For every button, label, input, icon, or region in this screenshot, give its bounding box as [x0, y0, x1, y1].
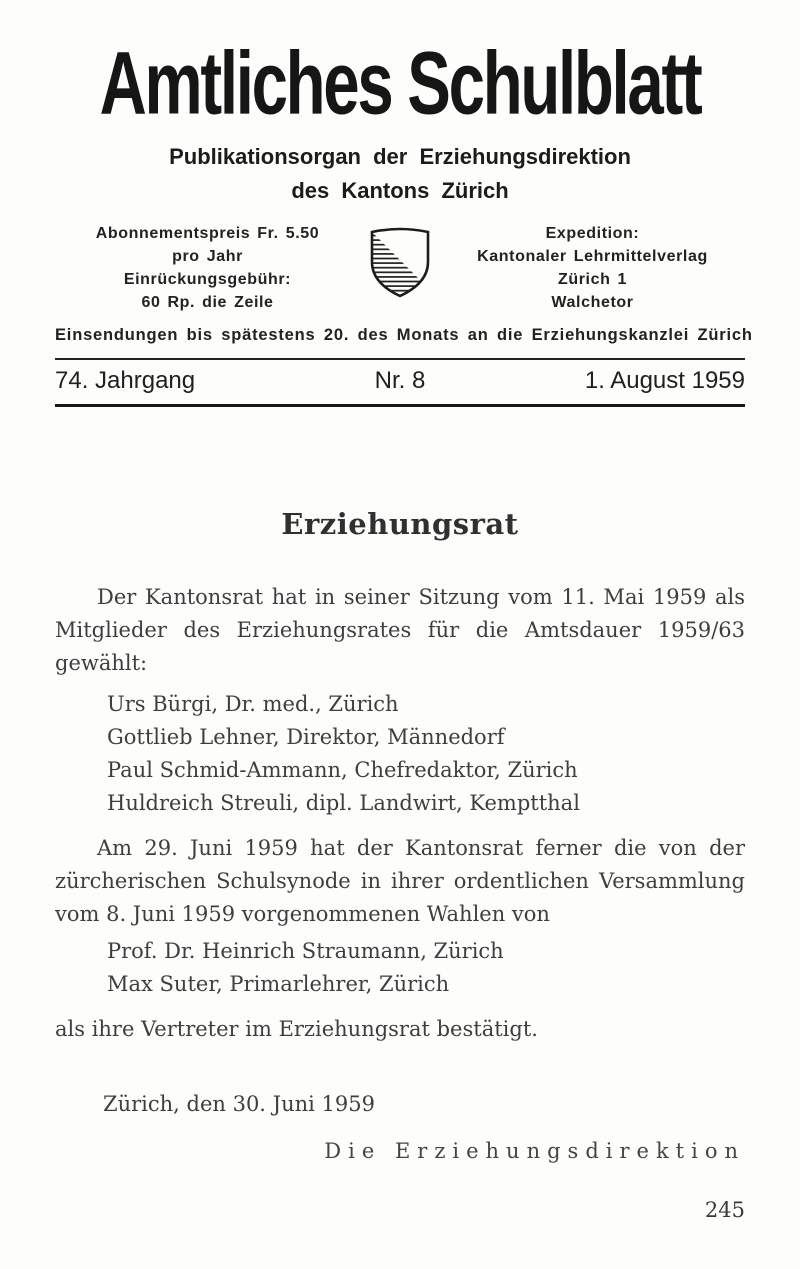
publication-title-text: Amtliches Schulblatt: [99, 33, 701, 134]
list-item: Gottlieb Lehner, Direktor, Männedorf: [107, 725, 505, 749]
expedition-line: Walchetor: [551, 294, 634, 311]
subscription-line: pro Jahr: [172, 248, 243, 265]
list-item: Huldreich Streuli, dipl. Landwirt, Kemptthal: [107, 791, 580, 815]
publication-title: [55, 33, 745, 134]
issue-info-bar: [55, 358, 745, 407]
second-paragraph: Am 29. Juni 1959 hat der Kantonsrat ferner die von der zürcherischen Schulsynode in ihrer ordentlichen Versammlung vom 8. Juni 1959 vorgenommenen Wahlen von: [55, 836, 745, 926]
subtitle-line-1: Publikationsorgan der Erziehungsdirektion: [169, 144, 631, 169]
submission-deadline-note: Einsendungen bis spätestens 20. des Monats an die Erziehungskanzlei Zürich: [55, 326, 753, 344]
article-body: [55, 507, 745, 1227]
subscription-info-block: [55, 222, 360, 314]
list-item: Urs Bürgi, Dr. med., Zürich: [107, 692, 399, 716]
subscription-line: 60 Rp. die Zeile: [141, 294, 274, 311]
expedition-line: Expedition:: [545, 225, 640, 242]
masthead-info-row: [55, 222, 745, 314]
signature: Die Erziehungsdirektion: [324, 1139, 745, 1163]
zurich-shield-icon: [360, 222, 440, 300]
publication-subtitle: [55, 140, 745, 208]
expedition-line: Kantonaler Lehrmittelverlag: [477, 248, 708, 265]
subtitle-line-2: des Kantons Zürich: [291, 178, 509, 203]
expedition-line: Zürich 1: [557, 271, 628, 288]
page-number: 245: [704, 1198, 745, 1222]
closing-sentence: als ihre Vertreter im Erziehungsrat bestätigt.: [55, 1017, 538, 1041]
list-item: Paul Schmid-Ammann, Chefredaktor, Zürich: [107, 758, 578, 782]
article-heading: Erziehungsrat: [281, 507, 519, 541]
expedition-info-block: [440, 222, 745, 314]
subscription-line: Abonnementspreis Fr. 5.50: [95, 225, 320, 242]
masthead: [55, 33, 753, 407]
intro-paragraph: Der Kantonsrat hat in seiner Sitzung vom 11. Mai 1959 als Mitglieder des Erziehungsrates für die Amtsdauer 1959/63 gewählt:: [55, 585, 745, 675]
subscription-line: Einrückungsgebühr:: [123, 271, 292, 288]
list-item: Prof. Dr. Heinrich Straumann, Zürich: [107, 939, 504, 963]
issue-number: Nr. 8: [374, 367, 426, 394]
volume-label: 74. Jahrgang: [55, 367, 196, 394]
dateline: Zürich, den 30. Juni 1959: [103, 1092, 375, 1116]
issue-date: 1. August 1959: [584, 367, 745, 394]
elected-members-list: [55, 688, 745, 820]
list-item: Max Suter, Primarlehrer, Zürich: [107, 972, 450, 996]
confirmed-members-list: [55, 935, 745, 1001]
